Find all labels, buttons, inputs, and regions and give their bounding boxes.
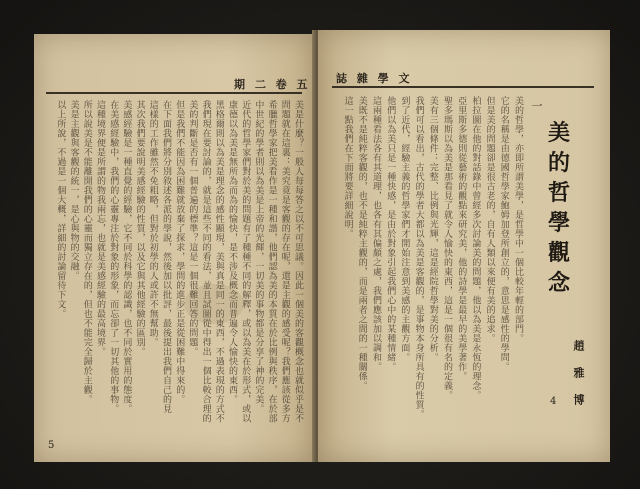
- title-char: 學: [548, 210, 571, 236]
- text-column: 美是主觀與客觀的統一，是心與物的交融。: [68, 100, 79, 281]
- text-column: 亞里斯多德則從藝術的觀點來研究美，他的詩學是最早的美學著作。: [456, 96, 467, 381]
- title-char: 的: [548, 150, 571, 176]
- left-header-rule: [46, 92, 302, 94]
- text-column: 美既不是純粹客觀的，也不是純粹主觀的，而是兩者之間的一種關係。: [356, 96, 367, 391]
- text-column: 希臘哲學家把美看作是一種和諧，他們認為美的本質在於比例與秩序，在於部: [266, 100, 277, 423]
- text-column: 近代的哲學家們對於美的問題有了種種不同的解釋，或以為美在於形式，或以: [240, 100, 251, 423]
- title-char: 觀: [548, 240, 571, 266]
- text-column: 這一點我們在下面將要詳細說明。: [342, 96, 353, 239]
- text-column: 到了近代，經驗主義的哲學家們才開始注意到美感的主觀方面。: [399, 96, 410, 362]
- text-column: 美的哲學，亦即所謂美學，是哲學中一個比較年輕的部門。: [513, 96, 523, 343]
- section-marker: 一: [530, 100, 543, 111]
- article-author: 趙 雅 博: [572, 340, 585, 411]
- left-page: [34, 34, 314, 462]
- title-char: 美: [548, 120, 571, 146]
- text-column: 其次我們要說明美感經驗的性質，以及它與其他經驗的區別。: [134, 100, 145, 357]
- text-column: 我們現在要討論的，就是這些不同的看法，並且試圖從中得出一個比較合理的: [200, 100, 211, 423]
- text-column: 問題就在這裏：美究竟是客觀的存在呢，還是主觀的感受呢？我們應該從多方: [279, 100, 290, 423]
- text-column: 在下面我們將分別敘述各派的學說，然後加以批評，最後提出我們自己的見: [161, 100, 171, 414]
- left-running-head: 期 二 卷 五: [234, 78, 311, 91]
- text-column: 所以說美是不能離開我們的心靈而獨立存在的，但也不能完全歸於主觀。: [81, 100, 92, 404]
- text-column: 聖多瑪斯以為美是那看見了就令人愉快的東西，這是一個很有名的定義。: [442, 96, 452, 400]
- left-page-number: 5: [48, 440, 55, 451]
- text-column: 美的判斷是否有一個普遍的標準？這是一個很難回答的問題。: [187, 100, 198, 357]
- text-column: 他們以為美只是一種快感，是由於對象引起我們心中的某種情緒。: [385, 96, 396, 372]
- text-column: 但是美的問題卻是很古老的，自有人類以來便有美的追求。: [484, 96, 495, 343]
- text-column: 中世紀的學者則以為美是上帝的光輝，一切美的事物都是分享了神的完美。: [253, 100, 264, 414]
- text-column: 康德以為美是無所為而為的愉快，是不涉及概念而普遍令人愉快的東西。: [227, 100, 237, 404]
- text-column: 我們可以看出，古代的學者大都以為美是客觀的，是事物本身所具有的性質。: [413, 96, 424, 419]
- right-running-head: 誌 雜 學 文: [336, 72, 413, 85]
- text-column: 黑格爾則以為美是理念的感性顯現，美與真是同一的東西，不過表現的方式不: [213, 100, 224, 423]
- text-column: 美是什麼？一般人每每答之以不可思議。因此一個美的客觀概念也就似乎是不: [293, 100, 303, 423]
- text-column: 以上所說，不過是一個大概，詳細的討論留待下文。: [55, 100, 66, 319]
- text-column: 美感經驗是一種直覺的經驗，它不同於科學的認識，也不同於實用的態度。: [121, 100, 132, 414]
- text-column: 美有三個條件：完整、比例與光輝，這是經院哲學對美的分析。: [427, 96, 438, 362]
- title-char: 哲: [548, 180, 571, 206]
- text-column: 這兩種看法各有其道理，也各有其偏頗之處，我們應該加以調和。: [371, 96, 381, 372]
- text-column: 這樣的工作雖然不免粗略，但對於初學的人或許不無幫助。: [147, 100, 158, 347]
- text-column: 這種境界便是所謂的物我兩忘，也就是美感經驗的最高境界。: [95, 100, 105, 357]
- text-column: 它的名稱是由德國哲學家鮑姆加登所創立的，意思是感性的學問。: [498, 96, 509, 372]
- right-page-number: 4: [550, 396, 557, 407]
- text-column: 但是我們不能因為困難就放棄了探求，學問的進步正是從困難中得來的。: [174, 100, 185, 404]
- right-header-rule: [332, 86, 594, 88]
- right-page: [318, 30, 610, 462]
- text-column: 柏拉圖在他的對話錄中曾經多次討論美的問題，他以為美是永恆的理念。: [470, 96, 481, 400]
- title-char: 念: [548, 270, 571, 296]
- text-column: 在美感經驗中，我們的心靈專注於對象的形象，而忘卻了一切其他的事物。: [108, 100, 119, 414]
